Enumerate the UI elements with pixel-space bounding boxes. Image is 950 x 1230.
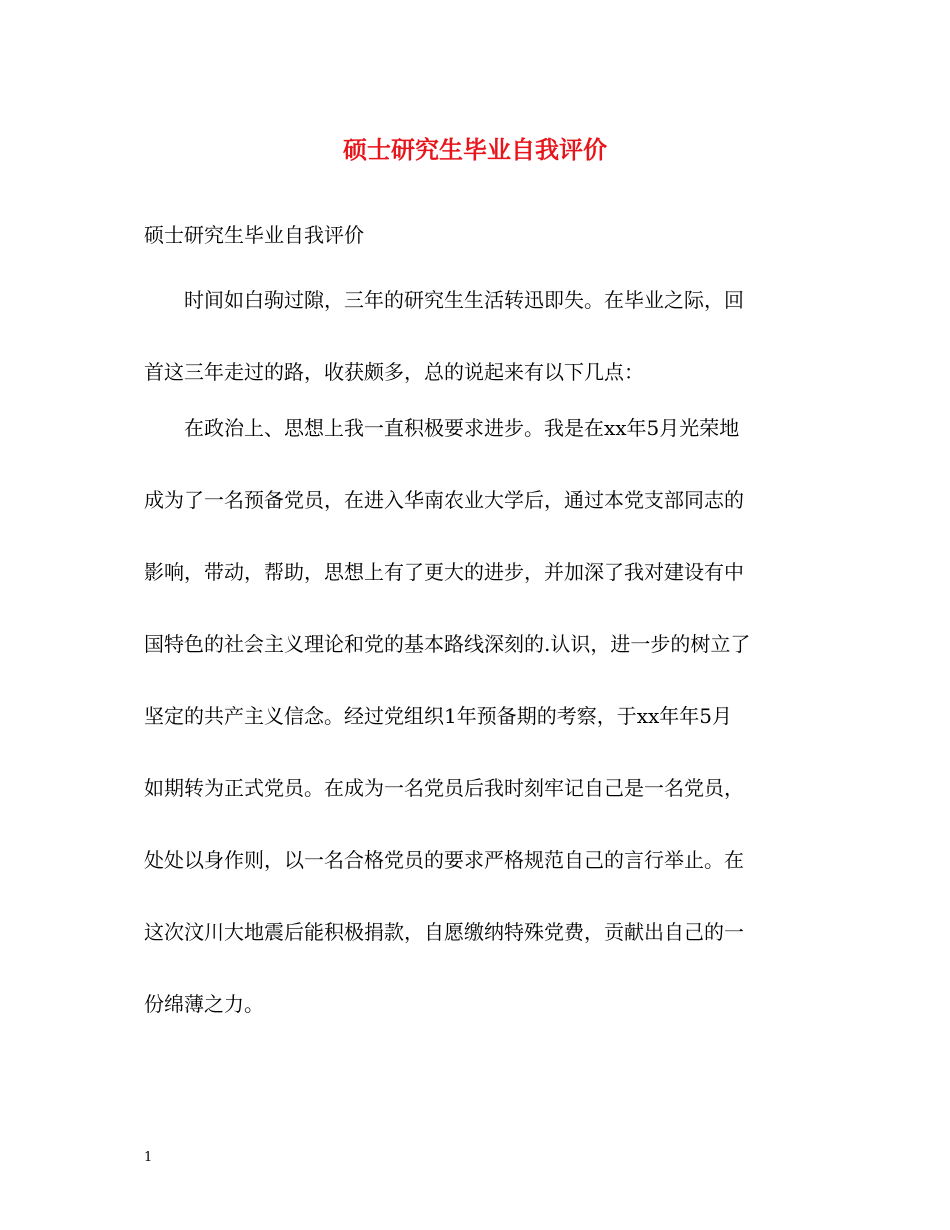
paragraph-line: 处处以身作则，以一名合格党员的要求严格规范自己的言行举止。在 — [144, 848, 744, 872]
paragraph-1 — [144, 264, 809, 408]
paragraph-line: 影响，带动，帮助，思想上有了更大的进步，并加深了我对建设有中 — [144, 560, 744, 584]
document-subtitle: 硕士研究生毕业自我评价 — [144, 223, 364, 247]
paragraph-line: 如期转为正式党员。在成为一名党员后我时刻牢记自己是一名党员， — [144, 776, 744, 800]
paragraph-line: 在政治上、思想上我一直积极要求进步。我是在xx年5月光荣地 — [144, 416, 740, 440]
page-number: 1 — [144, 1150, 153, 1165]
paragraph-line: 国特色的社会主义理论和党的基本路线深刻的.认识，进一步的树立了 — [144, 632, 751, 656]
paragraph-line: 坚定的共产主义信念。经过党组织1年预备期的考察，于xx年年5月 — [144, 704, 733, 728]
paragraph-line: 时间如白驹过隙，三年的研究生生活转迅即失。在毕业之际，回 — [144, 288, 744, 312]
paragraph-line: 份绵薄之力。 — [144, 992, 264, 1016]
paragraph-line: 首这三年走过的路，收获颇多，总的说起来有以下几点： — [144, 360, 644, 384]
paragraph-line: 成为了一名预备党员，在进入华南农业大学后，通过本党支部同志的 — [144, 488, 744, 512]
document-title: 硕士研究生毕业自我评价 — [343, 135, 607, 164]
paragraph-2 — [144, 392, 809, 1040]
paragraph-line: 这次汶川大地震后能积极捐款，自愿缴纳特殊党费，贡献出自己的一 — [144, 920, 744, 944]
